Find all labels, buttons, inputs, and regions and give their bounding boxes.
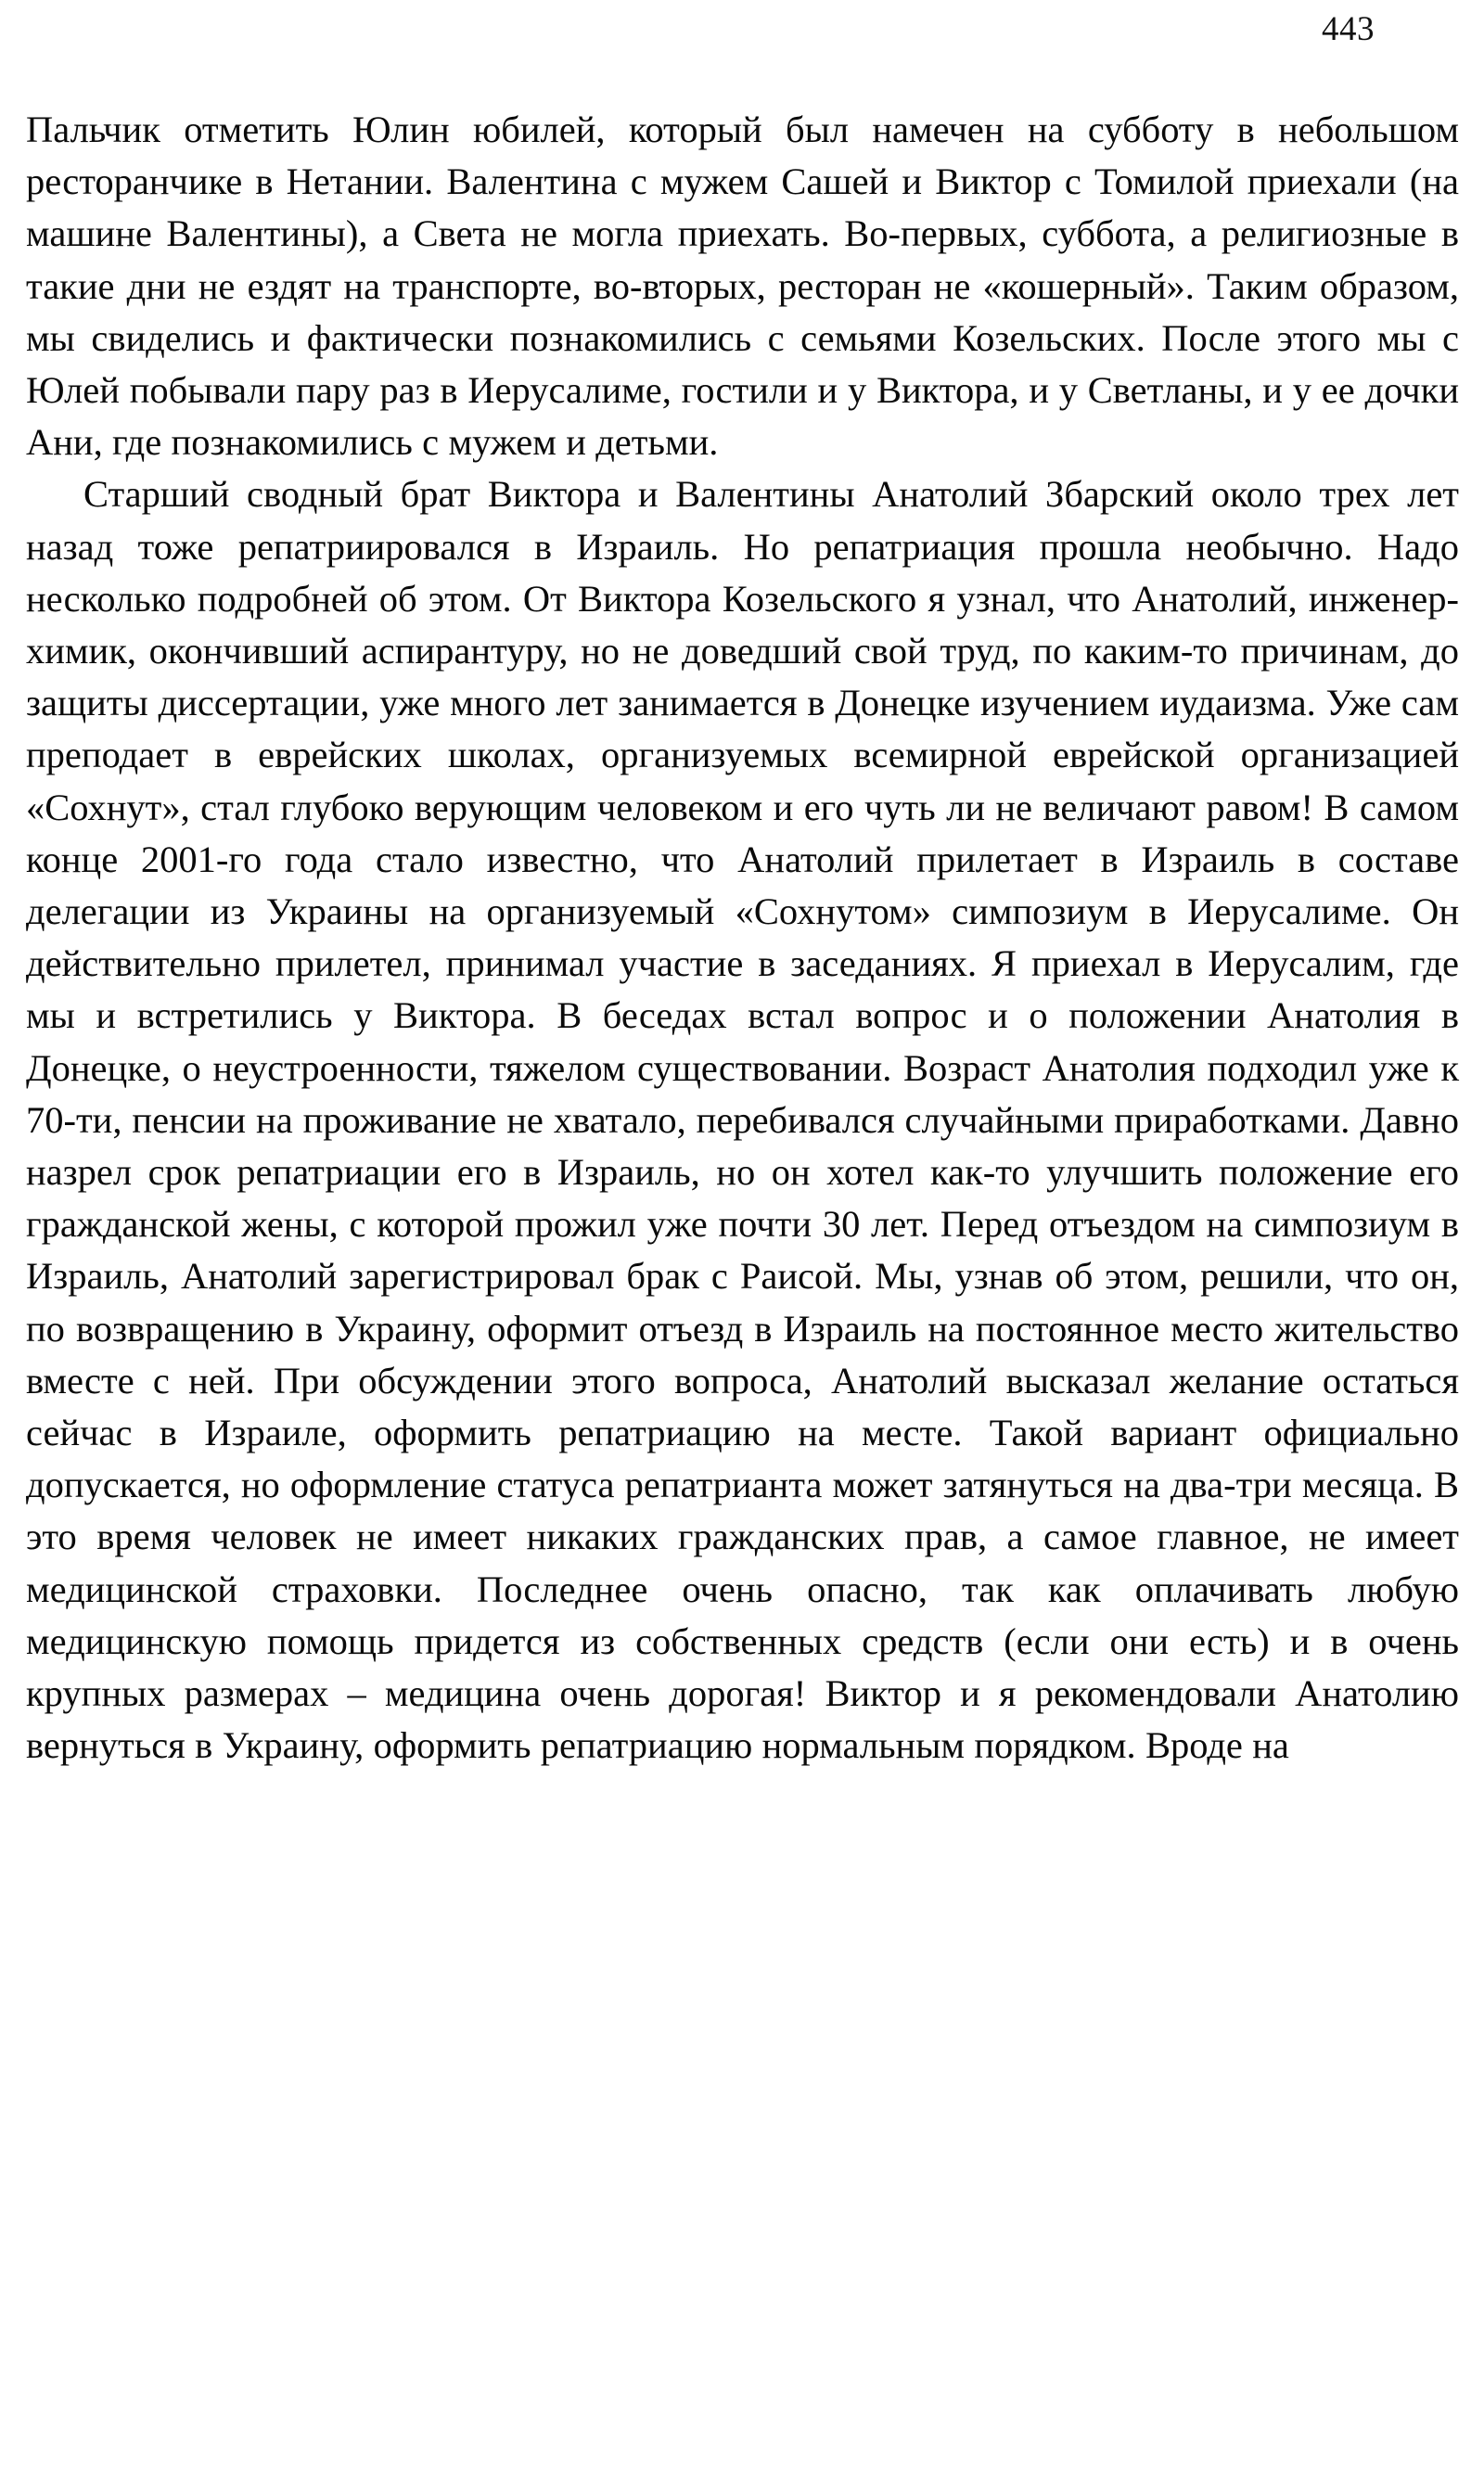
body-paragraph: Пальчик отметить Юлин юбилей, который был намечен на субботу в небольшом ресторанчике в Нетании. Валентина с мужем Сашей и Виктор с Томилой приехали (на машине Валентины), а Света не могла приехать. Во-первых, суббота, а религиозные в такие дни не ездят на транспорте, во-вторых, ресторан не «кошерный». Таким образом, мы свиделись и фактически познакомились с семьями Козельских. После этого мы с Юлей побывали пару раз в Иерусалиме, гостили и у Виктора, и у Светланы, и у ее дочки Ани, где познакомились с мужем и детьми. <box>26 109 1459 464</box>
page-number: 443 <box>1322 10 1375 48</box>
page-body-text <box>26 104 1459 1773</box>
body-paragraph: Старший сводный брат Виктора и Валентины Анатолий Збарский около трех лет назад тоже репатриировался в Израиль. Но репатриация прошла необычно. Надо несколько подробней об этом. От Виктора Козельского я узнал, что Анатолий, инженер-химик, окончивший аспирантуру, но не доведший свой труд, по каким-то причинам, до защиты диссертации, уже много лет занимается в Донецке изучением иудаизма. Уже сам преподает в еврейских школах, организуемых всемирной еврейской организацией «Сохнут», стал глубоко верующим человеком и его чуть ли не величают равом! В самом конце 2001-го года стало известно, что Анатолий прилетает в Израиль в составе делегации из Украины на организуемый «Сохнутом» симпозиум в Иерусалиме. Он действительно прилетел, принимал участие в заседаниях. Я приехал в Иерусалим, где мы и встретились у Виктора. В беседах встал вопрос и о положении Анатолия в Донецке, о неустроенности, тяжелом существовании. Возраст Анатолия подходил уже к 70-ти, пенсии на проживание не хватало, перебивался случайными приработками. Давно назрел срок репатриации его в Израиль, но он хотел как-то улучшить положение его гражданской жены, с которой прожил уже почти 30 лет. Перед отъездом на симпозиум в Израиль, Анатолий зарегистрировал брак с Раисой. Мы, узнав об этом, решили, что он, по возвращению в Украину, оформит отъезд в Израиль на постоянное место жительство вместе с ней. При обсуждении этого вопроса, Анатолий высказал желание остаться сейчас в Израиле, оформить репатриацию на месте. Такой вариант официально допускается, но оформление статуса репатрианта может затянуться на два-три месяца. В это время человек не имеет никаких гражданских прав, а самое главное, не имеет медицинской страховки. Последнее очень опасно, так как оплачивать любую медицинскую помощь придется из собственных средств (если они есть) и в очень крупных размерах – медицина очень дорогая! Виктор и я рекомендовали Анатолию вернуться в Украину, оформить репатриацию нормальным порядком. Вроде на <box>26 473 1459 1767</box>
